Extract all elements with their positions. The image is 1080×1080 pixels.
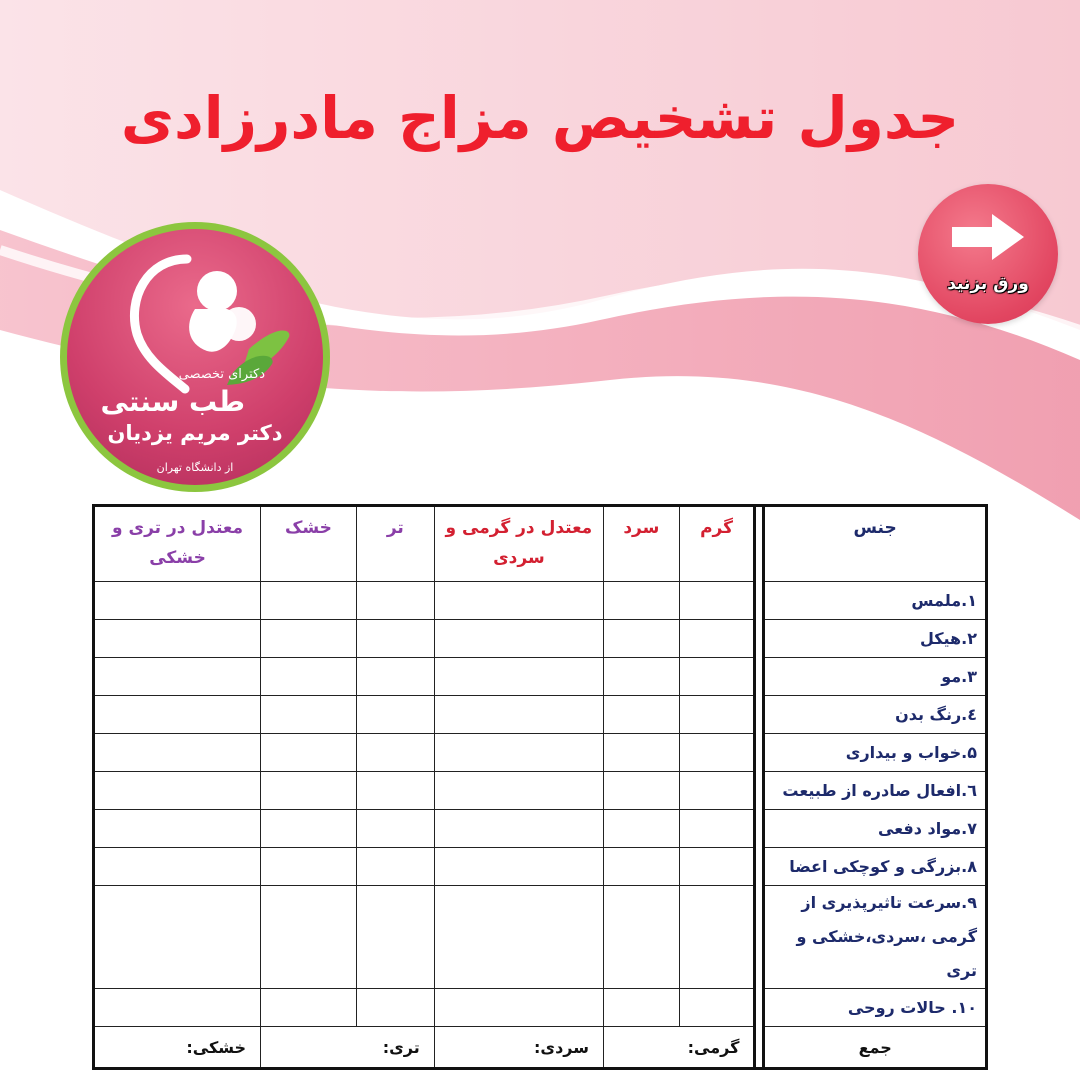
table-row (94, 620, 987, 658)
table-cell[interactable] (434, 848, 603, 886)
right-arrow-icon (948, 212, 1028, 262)
header-category: جنس (764, 506, 987, 582)
swipe-label: ورق بزنید (947, 274, 1029, 294)
table-cell[interactable] (434, 886, 603, 989)
column-gap (755, 772, 764, 810)
table-cell[interactable] (261, 658, 357, 696)
table-cell[interactable] (261, 810, 357, 848)
row-category-label: ۸.بزرگی و کوچکی اعضا (764, 848, 987, 886)
row-category-label: ۳.مو (764, 658, 987, 696)
row-category-label: ۱۰. حالات روحی (764, 989, 987, 1027)
table-cell[interactable] (679, 810, 755, 848)
table-cell[interactable] (434, 658, 603, 696)
header-wet: تر (356, 506, 434, 582)
row-category-label: ۷.مواد دفعی (764, 810, 987, 848)
table-cell[interactable] (604, 989, 680, 1027)
table-cell[interactable] (94, 848, 261, 886)
column-gap (755, 810, 764, 848)
table-cell[interactable] (356, 989, 434, 1027)
table-cell[interactable] (679, 989, 755, 1027)
swipe-badge[interactable] (918, 184, 1058, 324)
table-header-row (94, 506, 987, 582)
table-cell[interactable] (356, 620, 434, 658)
table-cell[interactable] (261, 772, 357, 810)
column-gap (755, 886, 764, 989)
table-footer-row (94, 1027, 987, 1069)
table-cell[interactable] (604, 658, 680, 696)
row-category-label: ۹.سرعت تاثیرپذیری از گرمی ،سردی،خشکی و تری (764, 886, 987, 989)
table-cell[interactable] (604, 772, 680, 810)
table-cell[interactable] (434, 696, 603, 734)
clinic-logo (60, 222, 330, 492)
table-cell[interactable] (356, 582, 434, 620)
table-cell[interactable] (434, 772, 603, 810)
table-cell[interactable] (434, 734, 603, 772)
table-row (94, 658, 987, 696)
table-cell[interactable] (356, 696, 434, 734)
logo-specialty: طب سنتی (100, 385, 245, 418)
table-row (94, 696, 987, 734)
table-cell[interactable] (434, 620, 603, 658)
footer-cold: سردی: (434, 1027, 603, 1069)
table-cell[interactable] (356, 848, 434, 886)
table-cell[interactable] (679, 658, 755, 696)
footer-total: جمع (764, 1027, 987, 1069)
table-cell[interactable] (261, 734, 357, 772)
table-row (94, 810, 987, 848)
row-category-label: ٦.افعال صادره از طبیعت (764, 772, 987, 810)
footer-dry: خشکی: (94, 1027, 261, 1069)
row-category-label: ٤.رنگ بدن (764, 696, 987, 734)
table-cell[interactable] (261, 696, 357, 734)
row-category-label: ۱.ملمس (764, 582, 987, 620)
table-cell[interactable] (94, 989, 261, 1027)
footer-heat: گرمی: (604, 1027, 755, 1069)
table-cell[interactable] (94, 696, 261, 734)
header-cold: سرد (604, 506, 680, 582)
table-cell[interactable] (604, 886, 680, 989)
row-category-label: ۵.خواب و بیداری (764, 734, 987, 772)
table-cell[interactable] (434, 989, 603, 1027)
table-cell[interactable] (94, 886, 261, 989)
table-cell[interactable] (604, 582, 680, 620)
table-cell[interactable] (679, 620, 755, 658)
table-cell[interactable] (94, 658, 261, 696)
table-cell[interactable] (679, 696, 755, 734)
mother-child-icon (67, 229, 323, 485)
table-cell[interactable] (604, 810, 680, 848)
table-row (94, 886, 987, 989)
table-cell[interactable] (356, 886, 434, 989)
table-cell[interactable] (261, 620, 357, 658)
table-cell[interactable] (679, 772, 755, 810)
column-gap (755, 1027, 764, 1069)
temperament-table (92, 504, 988, 1070)
column-gap (755, 696, 764, 734)
column-gap (755, 734, 764, 772)
table-cell[interactable] (356, 658, 434, 696)
table-cell[interactable] (434, 810, 603, 848)
table-cell[interactable] (604, 696, 680, 734)
table-row (94, 989, 987, 1027)
table-cell[interactable] (356, 734, 434, 772)
table-body (94, 582, 987, 1027)
table-cell[interactable] (94, 734, 261, 772)
table-row (94, 734, 987, 772)
table-cell[interactable] (94, 810, 261, 848)
table-cell[interactable] (604, 734, 680, 772)
column-gap (755, 506, 764, 582)
footer-wet: تری: (261, 1027, 435, 1069)
table-cell[interactable] (356, 772, 434, 810)
table-cell[interactable] (261, 886, 357, 989)
table-cell[interactable] (261, 848, 357, 886)
table-cell[interactable] (679, 886, 755, 989)
table-cell[interactable] (94, 772, 261, 810)
logo-inner (67, 229, 323, 485)
column-gap (755, 620, 764, 658)
header-dry: خشک (261, 506, 357, 582)
column-gap (755, 582, 764, 620)
column-gap (755, 989, 764, 1027)
logo-university: از دانشگاه تهران (156, 461, 234, 474)
logo-name: دکتر مریم یزدیان (107, 421, 283, 445)
page-title: جدول تشخیص مزاج مادرزادی (120, 84, 960, 152)
table-cell[interactable] (679, 582, 755, 620)
table-cell[interactable] (604, 620, 680, 658)
table-cell[interactable] (679, 848, 755, 886)
header-balanced-heat: معتدل در گرمی و سردی (434, 506, 603, 582)
table-cell[interactable] (604, 848, 680, 886)
table-cell[interactable] (261, 582, 357, 620)
table-row (94, 772, 987, 810)
table-cell[interactable] (356, 810, 434, 848)
column-gap (755, 658, 764, 696)
table-cell[interactable] (261, 989, 357, 1027)
row-category-label: ۲.هیکل (764, 620, 987, 658)
header-balanced-moisture: معتدل در تری و خشکی (94, 506, 261, 582)
table-cell[interactable] (94, 582, 261, 620)
header-hot: گرم (679, 506, 755, 582)
table-cell[interactable] (94, 620, 261, 658)
table-row (94, 848, 987, 886)
table-cell[interactable] (434, 582, 603, 620)
table-row (94, 582, 987, 620)
column-gap (755, 848, 764, 886)
table-cell[interactable] (679, 734, 755, 772)
logo-subtitle: دکترای تخصصی (178, 367, 265, 382)
